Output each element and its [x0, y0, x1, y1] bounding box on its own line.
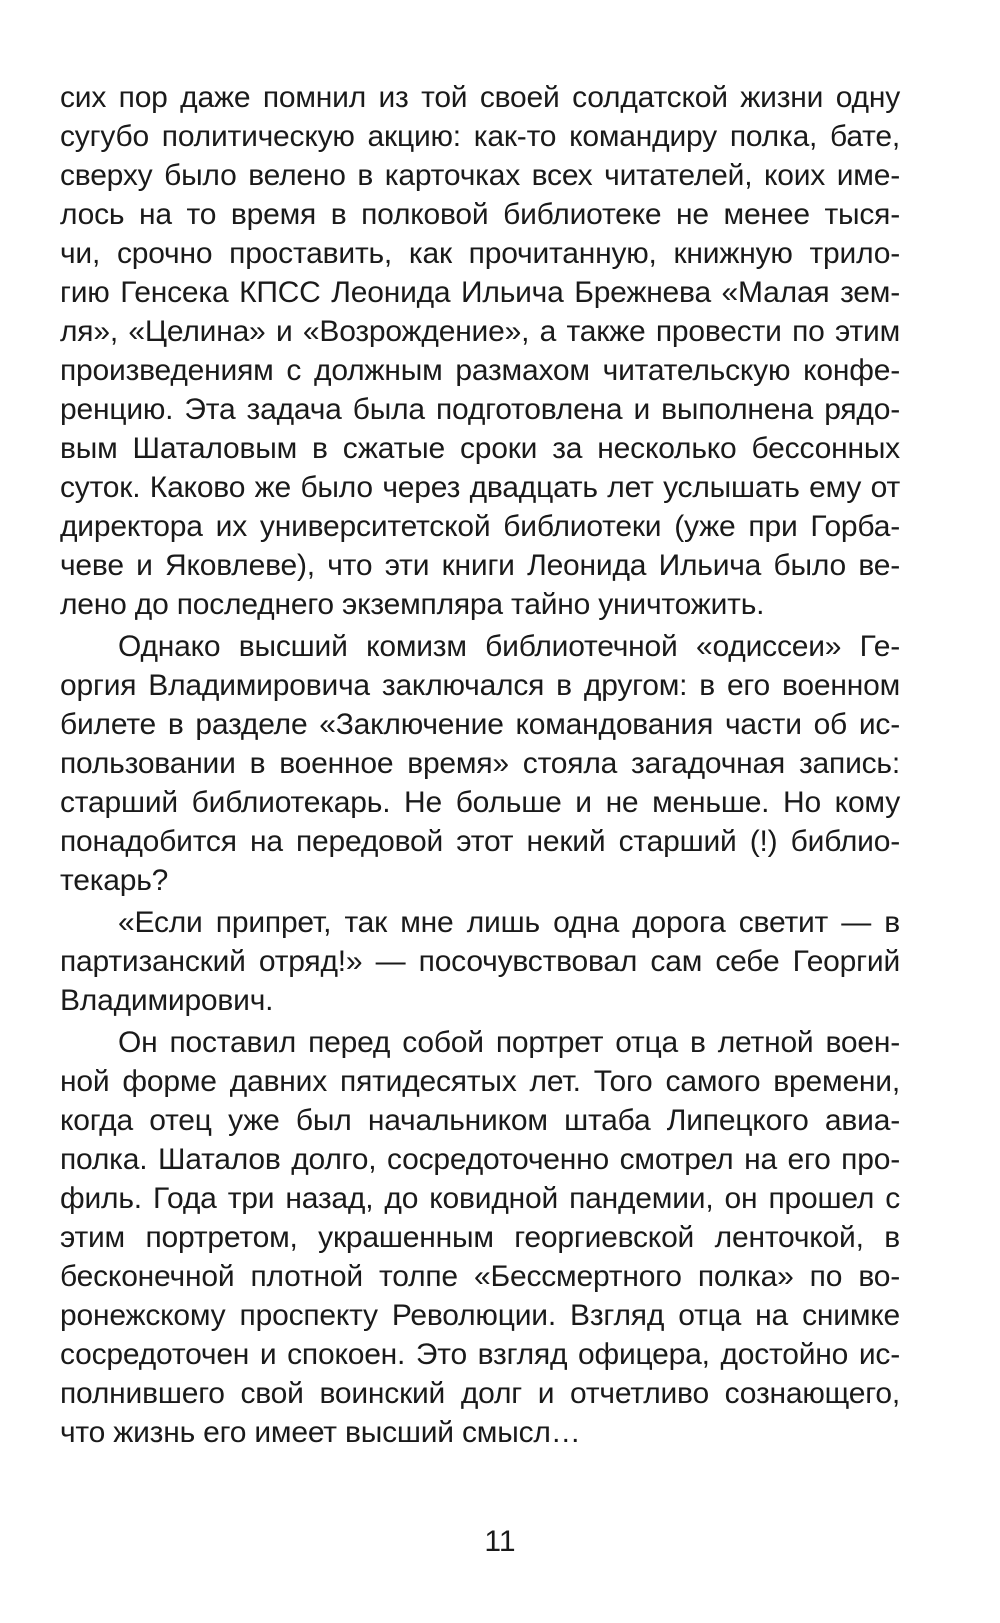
text-line: оргия Владимировича заключался в другом: в его военном [60, 669, 900, 702]
text-line: ля», «Целина» и «Возрождение», а также провести по этим [60, 315, 900, 348]
text-line: когда отец уже был начальником штаба Липецкого авиа- [60, 1104, 900, 1137]
text-line: сверху было велено в карточках всех читателей, коих име- [60, 159, 900, 192]
text-line: этим портретом, украшенным георгиевской ленточкой, в [60, 1221, 900, 1254]
text-line: Владимирович. [60, 984, 274, 1017]
text-line: произведениям с должным размахом читательскую конфе- [60, 354, 900, 387]
text-line: лось на то время в полковой библиотеке не менее тыся- [60, 198, 900, 231]
text-line: сугубо политическую акцию: как-то командиру полка, бате, [60, 120, 900, 153]
text-line: лено до последнего экземпляра тайно уничтожить. [60, 588, 765, 621]
text-line: партизанский отряд!» — посочувствовал сам себе Георгий [60, 945, 900, 978]
text-line: Он поставил перед собой портрет отца в летной воен- [118, 1026, 900, 1059]
text-line: чи, срочно проставить, как прочитанную, книжную трило- [60, 237, 900, 270]
text-line: ренцию. Эта задача была подготовлена и выполнена рядо- [60, 393, 900, 426]
text-line: вым Шаталовым в сжатые сроки за несколько бессонных [60, 432, 900, 465]
text-line: ронежскому проспекту Революции. Взгляд отца на снимке [60, 1299, 900, 1332]
text-line: билете в разделе «Заключение командования части об ис- [60, 708, 900, 741]
text-line: сосредоточен и спокоен. Это взгляд офицера, достойно ис- [60, 1338, 900, 1371]
text-line: старший библиотекарь. Не больше и не меньше. Но кому [60, 786, 900, 819]
text-line: бесконечной плотной толпе «Бессмертного полка» по во- [60, 1260, 900, 1293]
text-line: текарь? [60, 864, 169, 897]
text-line: Однако высший комизм библиотечной «одиссеи» Ге- [118, 630, 900, 663]
text-line: ной форме давних пятидесятых лет. Того самого времени, [60, 1065, 900, 1098]
text-line: гию Генсека КПСС Леонида Ильича Брежнева «Малая зем- [60, 276, 900, 309]
text-line: что жизнь его имеет высший смысл… [60, 1416, 581, 1449]
text-line: директора их университетской библиотеки (уже при Горба- [60, 510, 900, 543]
text-line: «Если припрет, так мне лишь одна дорога светит — в [118, 906, 900, 939]
page-number: 11 [484, 1525, 516, 1558]
text-line: полка. Шаталов долго, сосредоточенно смотрел на его про- [60, 1143, 900, 1176]
text-line: филь. Года три назад, до ковидной пандемии, он прошел с [60, 1182, 900, 1215]
text-line: сих пор даже помнил из той своей солдатской жизни одну [60, 81, 900, 114]
text-line: полнившего свой воинский долг и отчетливо сознающего, [60, 1377, 900, 1410]
text-line: суток. Каково же было через двадцать лет услышать ему от [60, 471, 900, 504]
text-line: пользовании в военное время» стояла загадочная запись: [60, 747, 900, 780]
text-line: чеве и Яковлеве), что эти книги Леонида Ильича было ве- [60, 549, 900, 582]
text-line: понадобится на передовой этот некий старший (!) библио- [60, 825, 900, 858]
